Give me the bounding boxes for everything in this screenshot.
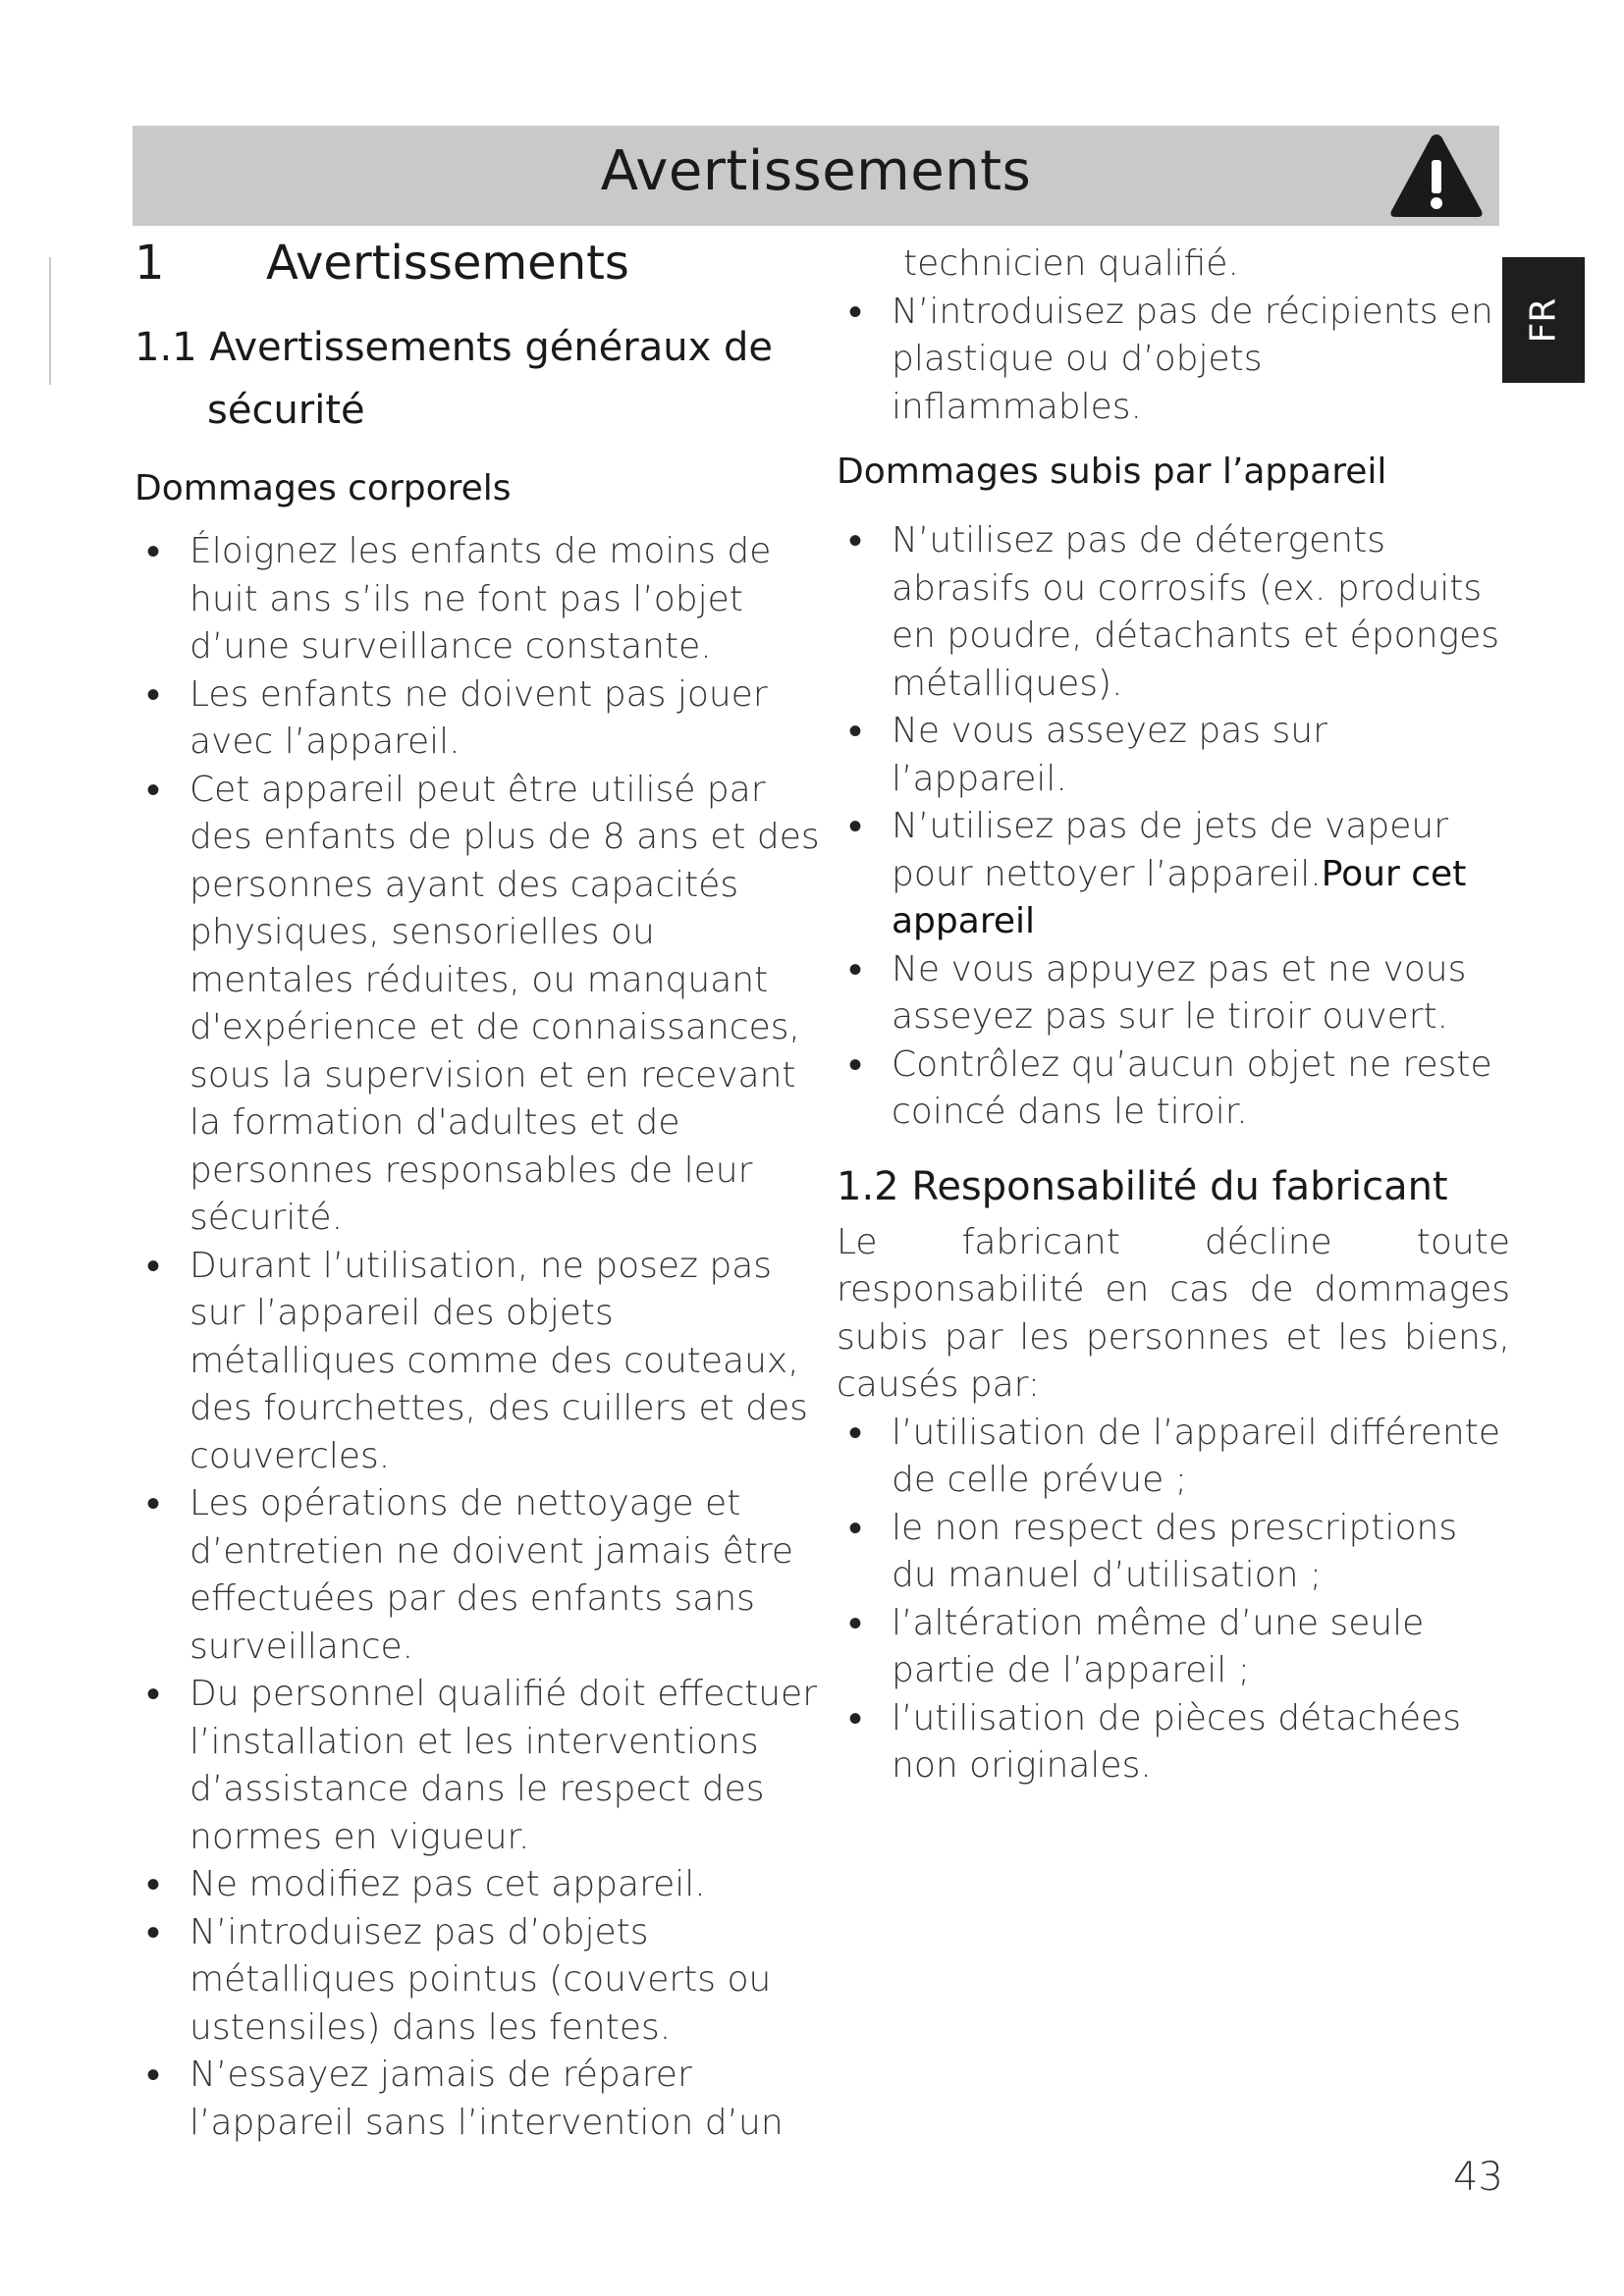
list-item: • N’introduisez pas de récipients en plastique ou d’objets inflammables.: [837, 289, 1510, 432]
list-item-steam: [837, 803, 1510, 946]
list-item: • le non respect des prescriptions du manuel d’utilisation ;: [837, 1505, 1510, 1600]
appliance-damage-heading: Dommages subis par l’appareil: [837, 452, 1387, 492]
injuries-list-continued: [837, 240, 1510, 431]
list-item: • Contrôlez qu’aucun objet ne reste coincé dans le tiroir.: [837, 1041, 1510, 1137]
left-column: [135, 236, 822, 2147]
margin-rule: [49, 257, 51, 385]
list-item-continuation: technicien qualifié.: [903, 243, 1239, 284]
injuries-list: [135, 528, 822, 2147]
list-item: • l’utilisation de pièces détachées non originales.: [837, 1695, 1510, 1790]
language-tab: [1502, 257, 1585, 383]
list-item: • l’utilisation de l’appareil différente de celle prévue ;: [837, 1410, 1510, 1505]
list-item: • N’introduisez pas d’objets métalliques pointus (couverts ou ustensiles) dans les fentes.: [135, 1909, 822, 2053]
warning-triangle-icon: [1387, 131, 1486, 221]
chapter-number: 1: [135, 236, 165, 291]
section-header-title: Avertissements: [600, 139, 1032, 203]
list-item: • Les enfants ne doivent pas jouer avec l’appareil.: [135, 671, 822, 767]
list-item: • N’essayez jamais de réparer l’appareil sans l’intervention d’un: [135, 2052, 822, 2147]
injuries-heading: Dommages corporels: [135, 468, 512, 508]
manufacturer-liability-intro: Le fabricant décline toute responsabilité en cas de dommages subis par les personnes et les biens, causés par:: [837, 1221, 1510, 1405]
steam-item-text: N’utilisez pas de jets de vapeur pour nettoyer l’appareil.: [892, 806, 1448, 894]
language-tab-label: FR: [1523, 297, 1564, 343]
right-column: [837, 240, 1510, 1790]
steam-item-bold-text: Pour cet appareil: [892, 853, 1467, 941]
manufacturer-liability-list: [837, 1410, 1510, 1790]
appliance-damage-list: [837, 517, 1510, 1137]
list-item: • Durant l’utilisation, ne posez pas sur l’appareil des objets métalliques comme des couteaux, des fourchettes, des cuillers et des couvercles.: [135, 1243, 822, 1481]
list-item: • N’utilisez pas de détergents abrasifs ou corrosifs (ex. produits en poudre, détachants et éponges métalliques).: [837, 517, 1510, 708]
list-item: • Du personnel qualifié doit effectuer l’installation et les interventions d’assistance dans le respect des normes en vigueur.: [135, 1671, 822, 1861]
section-1-2-heading: 1.2 Responsabilité du fabricant: [837, 1163, 1448, 1209]
list-item: • Cet appareil peut être utilisé par des enfants de plus de 8 ans et des personnes ayant des capacités physiques, sensorielles ou mentales réduites, ou manquant d'expérience et de connaissances, sous la supervision et en recevant la formation d'adultes et de personnes responsables de leur sécurité.: [135, 767, 822, 1243]
section-1-1-heading: 1.1 Avertissements généraux de sécurité: [135, 325, 773, 433]
section-header-bar: [133, 126, 1499, 226]
list-item: • Les opérations de nettoyage et d’entretien ne doivent jamais être effectuées par des enfants sans surveillance.: [135, 1480, 822, 1671]
chapter-heading: [135, 236, 822, 291]
list-item: • Ne modifiez pas cet appareil.: [135, 1861, 822, 1909]
list-item: • Ne vous asseyez pas sur l’appareil.: [837, 708, 1510, 803]
list-item: • Éloignez les enfants de moins de huit ans s’ils ne font pas l’objet d’une surveillance constante.: [135, 528, 822, 671]
page-number: 43: [1453, 2155, 1503, 2200]
list-item: • l’altération même d’une seule partie de l’appareil ;: [837, 1600, 1510, 1695]
chapter-title: Avertissements: [266, 236, 629, 291]
list-item: • Ne vous appuyez pas et ne vous asseyez pas sur le tiroir ouvert.: [837, 946, 1510, 1041]
